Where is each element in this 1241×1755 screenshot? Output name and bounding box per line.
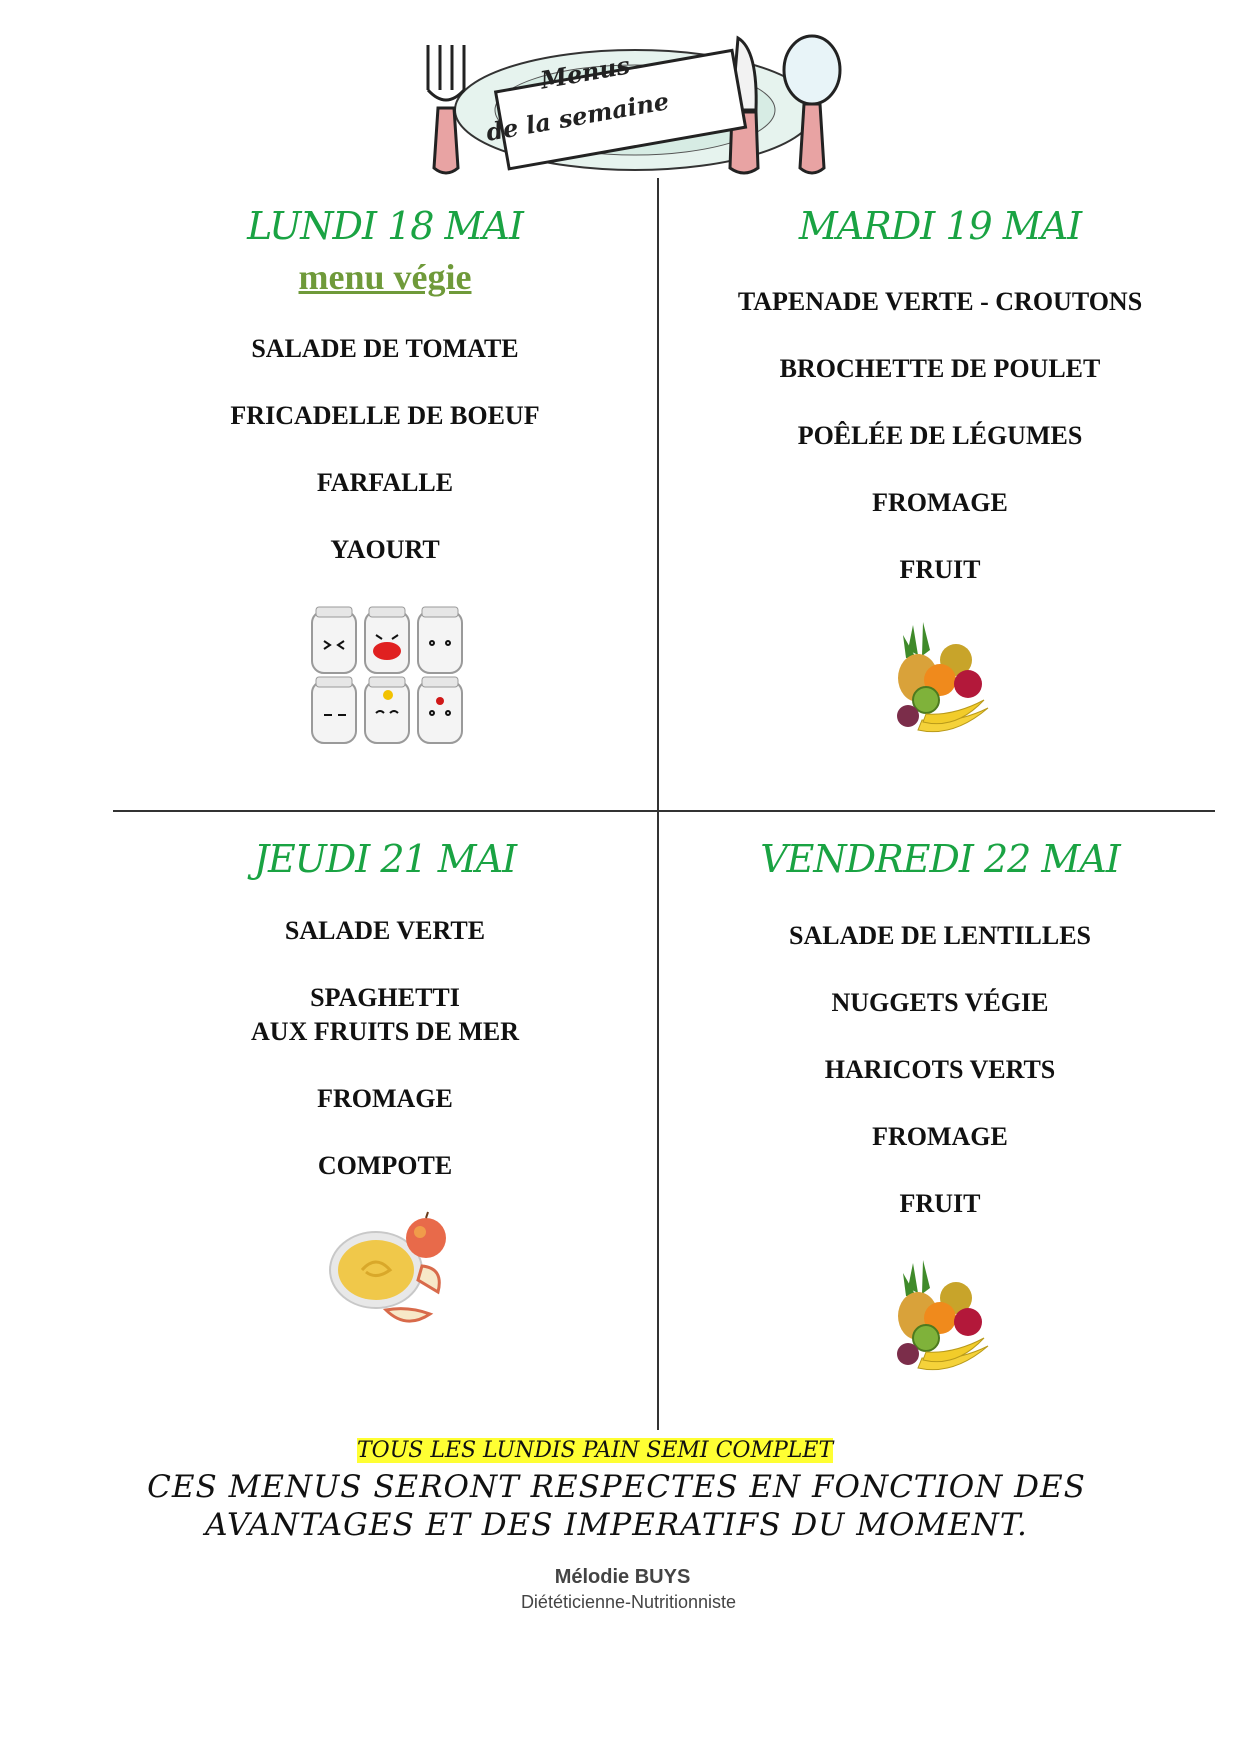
tuesday-item: FRUIT	[899, 555, 981, 584]
logo-title-line2: de la semaine	[483, 86, 672, 147]
monday-item: SALADE DE TOMATE	[251, 334, 519, 363]
tuesday-item: POÊLÉE DE LÉGUMES	[797, 421, 1083, 450]
tuesday-item: BROCHETTE DE POULET	[779, 354, 1101, 383]
thursday-title: JEUDI 21 MAI	[253, 837, 517, 881]
friday-item: FRUIT	[899, 1189, 981, 1218]
signature-title: Diététicienne-Nutritionniste	[520, 1592, 737, 1612]
vertical-divider	[657, 178, 659, 1430]
monday-item: FARFALLE	[316, 468, 454, 497]
monday-title: LUNDI 18 MAI	[247, 204, 523, 248]
monday-item: YAOURT	[330, 535, 440, 564]
friday-item: NUGGETS VÉGIE	[831, 988, 1049, 1017]
thursday-item: FROMAGE	[317, 1084, 453, 1113]
bread-note: TOUS LES LUNDIS PAIN SEMI COMPLET	[357, 1438, 834, 1463]
logo-title-line1: Menus	[538, 50, 633, 95]
apple-compote-image	[326, 1210, 456, 1340]
header-logo	[420, 30, 870, 180]
thursday-item: SPAGHETTI	[310, 983, 460, 1012]
tuesday-title: MARDI 19 MAI	[798, 204, 1082, 248]
disclaimer-line1: CES MENUS SERONT RESPECTES EN FONCTION DES	[147, 1469, 1086, 1505]
fruit-basket-image	[878, 1258, 993, 1383]
friday-item: FROMAGE	[872, 1122, 1008, 1151]
tuesday-item: FROMAGE	[872, 488, 1008, 517]
friday-title: VENDREDI 22 MAI	[760, 837, 1120, 881]
fruit-basket-image	[878, 620, 993, 745]
tuesday-item: TAPENADE VERTE - CROUTONS	[737, 287, 1143, 316]
yogurt-jars-image	[308, 605, 468, 750]
thursday-item: AUX FRUITS DE MER	[251, 1017, 519, 1046]
monday-subtitle: menu végie	[298, 257, 472, 297]
thursday-item: SALADE VERTE	[284, 916, 486, 945]
signature-name: Mélodie BUYS	[554, 1566, 691, 1588]
friday-item: SALADE DE LENTILLES	[789, 921, 1091, 950]
horizontal-divider	[113, 810, 1215, 812]
disclaimer-line2: AVANTAGES ET DES IMPERATIFS DU MOMENT.	[205, 1507, 1028, 1543]
monday-item: FRICADELLE DE BOEUF	[230, 401, 540, 430]
friday-item: HARICOTS VERTS	[824, 1055, 1056, 1084]
thursday-item: COMPOTE	[317, 1151, 453, 1180]
